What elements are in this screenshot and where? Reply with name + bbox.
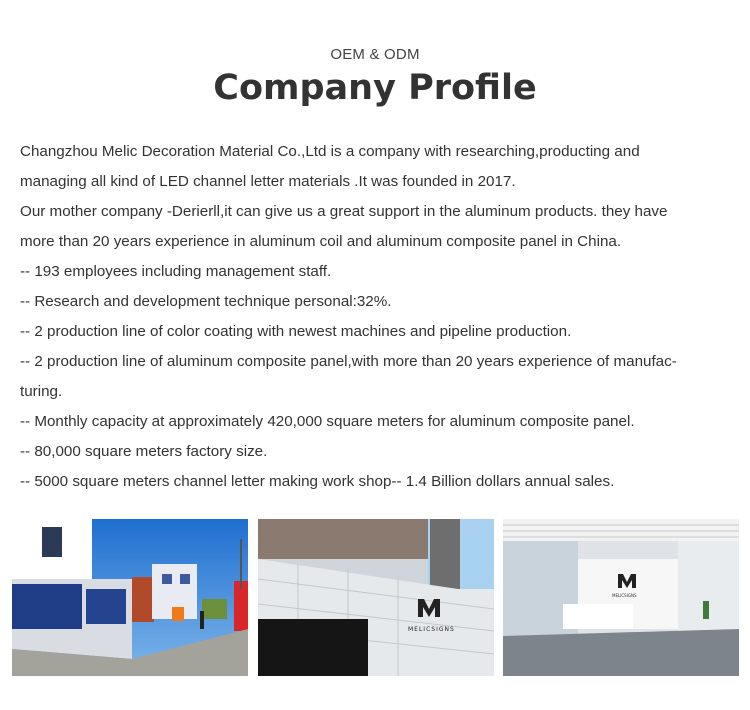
- text-line: -- 2 production line of color coating with newest machines and pipeline production.: [20, 323, 572, 340]
- text-line: Changzhou Melic Decoration Material Co.,Ltd is a company with researching,producting and: [20, 143, 640, 160]
- text-line: -- Research and development technique personal:32%.: [20, 293, 392, 310]
- factory-exterior-photo: [12, 519, 248, 676]
- text-line: -- 5000 square meters channel letter making work shop-- 1.4 Billion dollars annual sales.: [20, 473, 615, 490]
- text-line: turing.: [20, 383, 63, 400]
- logo-wordmark: MELICSIGNS: [408, 626, 455, 633]
- office-reception-photo: [503, 519, 739, 676]
- reception-logo-text: MELICSIGNS: [612, 593, 637, 598]
- page-title: Company Profile: [213, 68, 537, 108]
- text-line: more than 20 years experience in aluminum coil and aluminum composite panel in China.: [20, 233, 622, 250]
- text-line: -- 80,000 square meters factory size.: [20, 443, 268, 460]
- text-line: managing all kind of LED channel letter materials .It was founded in 2017.: [20, 173, 516, 190]
- building-facade-photo: [258, 519, 494, 676]
- profile-text: [20, 137, 735, 497]
- text-line: -- 2 production line of aluminum composite panel,with more than 20 years experience of manufac-: [20, 353, 677, 370]
- text-line: -- 193 employees including management staff.: [20, 263, 332, 280]
- text-line: -- Monthly capacity at approximately 420,000 square meters for aluminum composite panel.: [20, 413, 635, 430]
- text-line: Our mother company -Derierll,it can give us a great support in the aluminum products. they have: [20, 203, 668, 220]
- page-subtitle: OEM & ODM: [330, 46, 420, 63]
